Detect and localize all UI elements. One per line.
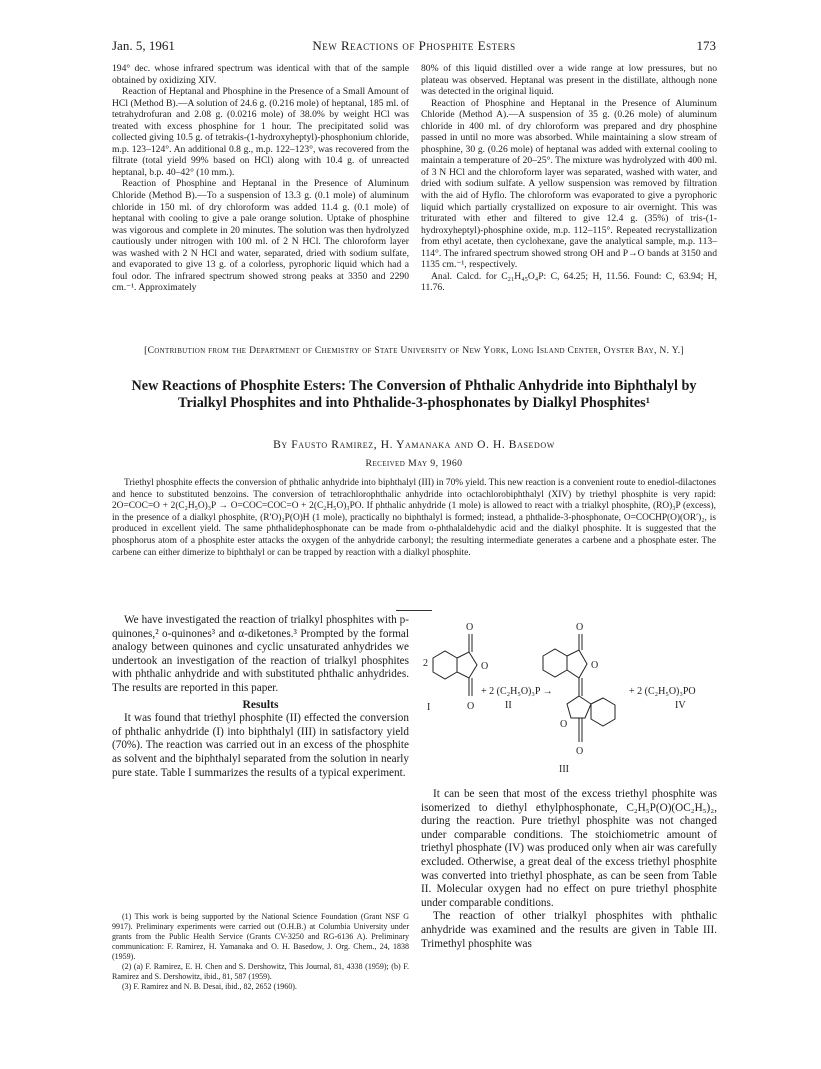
scheme-label-IV: IV bbox=[675, 700, 686, 711]
reaction-scheme bbox=[421, 612, 717, 780]
atom-O: O bbox=[481, 661, 489, 672]
atom-O: O bbox=[591, 660, 599, 671]
article-title: New Reactions of Phosphite Esters: The Conversion of Phthalic Anhydride into Biphthalyl by Trialkyl Phosphites and into Phthalide-3-phosphonates by Dialkyl Phosphites¹ bbox=[131, 378, 697, 411]
top-right-column bbox=[421, 63, 717, 294]
scheme-reagent: + 2 (C₂H₅O)₃P → bbox=[481, 686, 553, 697]
atom-O: O bbox=[576, 746, 584, 757]
scheme-label-2: 2 bbox=[423, 658, 428, 669]
scheme-label-III: III bbox=[559, 764, 569, 775]
paragraph: Reaction of Phosphine and Heptanal in the Presence of Aluminum Chloride (Method B).—To a suspension of 13.3 g. (0.1 mole) of aluminum chloride in 150 ml. of dry chloroform was added 11.4 g. (0.1 mole) of heptanal with cooling to give a pale orange solution. Uptake of phosphine was vigorous and complete in 20 minutes. The solution was then hydrolyzed cautiously under nitrogen with 100 ml. of 2 N HCl. The chloroform layer was washed with 2 N HCl and water, separated, dried with sodium sulfate, and evaporated to give 13 g. of a colorless, pyrophoric liquid which had a foul odor. The infrared spectrum showed strong peaks at 3350 and 2290 cm.⁻¹. Approximately bbox=[112, 178, 409, 294]
footnote: (3) F. Ramirez and N. B. Desai, ibid., 82, 2652 (1960). bbox=[122, 982, 297, 991]
benzene-ring-III-lower bbox=[591, 698, 615, 726]
paragraph: 80% of this liquid distilled over a wide range at low pressures, but no plateau was observed. Heptanal was present in the distillate, although none was detected in the original liquid. bbox=[421, 63, 717, 98]
paragraph: It can be seen that most of the excess triethyl phosphite was isomerized to diethyl ethylphosphonate, C₂H₅P(O)(OC₂H₅)₂, during the reaction. Pure triethyl phosphite was not changed under comparable conditions. The stoichiometric amount of triethyl phosphate (IV) was produced only when air was carefully excluded. Otherwise, a great deal of the excess triethyl phosphite was converted into triethyl phosphate, as can be seen from Table II. Molecular oxygen had no effect on pure triethyl phosphite under comparable conditions. bbox=[421, 788, 717, 909]
received-date: Received May 9, 1960 bbox=[365, 458, 463, 469]
contribution-line: [Contribution from the Department of Chemistry of State University of New York, Long Island Center, Oyster Bay, N. Y.] bbox=[144, 345, 684, 356]
intro-paragraph: We have investigated the reaction of trialkyl phosphites with p-quinones,² o-quinones³ and α-diketones.³ Prompted by the formal analogy between quinones and cyclic unsaturated anhydrides we undertook an investigation of the reaction of trialkyl phosphites with phthalic anhydride and with substituted phthalic anhydrides. The results are reported in this paper. bbox=[112, 614, 409, 694]
paragraph: The reaction of other trialkyl phosphites with phthalic anhydride was examined and the results are given in Table III. Trimethyl phosphite was bbox=[421, 910, 717, 950]
divider bbox=[396, 610, 432, 611]
body-right-column bbox=[421, 788, 717, 951]
atom-O: O bbox=[576, 622, 584, 633]
paragraph: 194° dec. whose infrared spectrum was identical with that of the sample obtained by oxidizing XIV. bbox=[112, 63, 409, 86]
lactone-ring-III-lower bbox=[567, 696, 591, 718]
results-paragraph: It was found that triethyl phosphite (II) effected the conversion of phthalic anhydride (I) into biphthalyl (III) in satisfactory yield (70%). The reaction was carried out in an excess of the phosphite as solvent and the biphthalyl separated from the solution in nearly pure state. Table I summarizes the results of a typical experiment. bbox=[112, 712, 409, 779]
author-byline: By Fausto Ramirez, H. Yamanaka and O. H. Basedow bbox=[273, 439, 555, 451]
footnote: (1) This work is being supported by the National Science Foundation (Grant NSF G 9917). Preliminary experiments were carried out (O.H.B.) at Columbia University under grants from the Public Health Service (Grants CV-3250 and RG-6136 A). Preliminary communication: F. Ramirez, H. Yamanaka and O. H. Basedow, J. Org. Chem., 24, 1838 (1959). bbox=[112, 912, 409, 961]
footnote: (2) (a) F. Ramirez, E. H. Chen and S. Dershowitz, This Journal, 81, 4338 (1959); (b) F. Ramirez and S. Dershowitz, ibid., 81, 587 (1959). bbox=[112, 962, 409, 981]
scheme-label-II: II bbox=[505, 700, 512, 711]
anhydride-ring-I bbox=[457, 652, 477, 678]
running-header bbox=[112, 38, 716, 56]
body-left-column bbox=[112, 614, 409, 780]
abstract bbox=[112, 478, 716, 559]
atom-O: O bbox=[466, 622, 474, 633]
abstract-text: Triethyl phosphite effects the conversion of phthalic anhydride into biphthalyl (III) in 70% yield. This new reaction is a convenient route to enediol-dilactones and hence to substituted benzoins. The conversion of tetrachlorophthalic anhydride into octachlorobiphthalyl (XIV) by triethyl phosphite is very rapid: 2O=COC=O + 2(C₂H₅O)₃P → O=COC=COC=O + 2(C₂H₅O)₃PO. If phthalic anhydride (1 mole) is allowed to react with a trialkyl phosphite, (RO)₃P (excess), in the presence of a dialkyl phosphite, (R′O)₂P(O)H (1 mole), practically no biphthalyl is formed; instead, a phthalide-3-phosphonate, O=COCHP(O)(OR′)₂, is produced in excellent yield. The same phthalidephosphonate can be made from o-phthalaldehydic acid and the dialkyl phosphite. It is suggested that the phosphorus atom of a phosphite ester attacks the oxygen of the anhydride carbonyl; the resulting intermediate generates a carbene and a phosphate ester. The carbene can either dimerize to biphthalyl or can be trapped by reaction with a dialkyl phosphite. bbox=[112, 478, 716, 558]
header-page-number: 173 bbox=[696, 38, 716, 53]
scheme-product: + 2 (C₂H₅O)₃PO bbox=[629, 686, 696, 697]
lactone-ring-III-upper bbox=[567, 650, 587, 678]
atom-O: O bbox=[467, 701, 475, 712]
atom-O: O bbox=[560, 719, 568, 730]
results-heading: Results bbox=[242, 697, 279, 711]
paragraph: Reaction of Phosphine and Heptanal in the Presence of Aluminum Chloride (Method A).—A suspension of 35 g. (0.26 mole) of aluminum chloride in 400 ml. of dry chloroform was prepared and dry phosphine passed in until no more was absorbed. While maintaining a slow stream of phosphine, 30 g. (0.26 mole) of heptanal was added with external cooling to maintain a temperature of 20–25°. The mixture was hydrolyzed with 400 ml. of 3 N HCl and the chloroform layer was separated, washed with water, and dried with sodium sulfate. A yellow suspension was removed by filtration with the aid of Hyflo. The chloroform was evaporated to give a pyrophoric liquid which partially crystallized on exposure to air overnight. This was triturated with ether and filtered to give 12.4 g. (35%) of tris-(1-hydroxyheptyl)-phosphine oxide, m.p. 112–115°. Repeated recrystallization from ethyl acetate, then cyclohexane, gave the analytical sample, m.p. 113–114°. The infrared spectrum showed strong OH and P→O bands at 3150 and 1135 cm.⁻¹, respectively. bbox=[421, 97, 717, 271]
header-running-title: New Reactions of Phosphite Esters bbox=[312, 38, 516, 53]
paragraph: Anal. Calcd. for C₂₁H₄₅O₄P: C, 64.25; H, 11.56. Found: C, 63.94; H, 11.76. bbox=[421, 270, 717, 294]
top-left-column bbox=[112, 63, 409, 294]
header-date: Jan. 5, 1961 bbox=[112, 38, 175, 53]
benzene-ring-I bbox=[433, 651, 457, 679]
benzene-ring-III-upper bbox=[543, 649, 567, 677]
scheme-label-I: I bbox=[427, 702, 431, 713]
footnotes bbox=[112, 912, 409, 992]
paragraph: Reaction of Heptanal and Phosphine in the Presence of a Small Amount of HCl (Method B).—A solution of 24.6 g. (0.216 mole) of heptanal, 185 ml. of tetrahydrofuran and 2.08 g. (0.0216 mole) of 38.0% by weight HCl was treated with excess phosphine for 1 hour. The precipitated solid was collected giving 10.5 g. of tetrakis-(1-hydroxyheptyl)-phosphonium chloride, m.p. 123–124°. An additional 0.8 g., m.p. 122–123°, was recovered from the filtrate (total yield 99% based on HCl) along with 10.4 g. of unreacted heptanal, b.p. 40–42° (10 mm.). bbox=[112, 86, 409, 178]
